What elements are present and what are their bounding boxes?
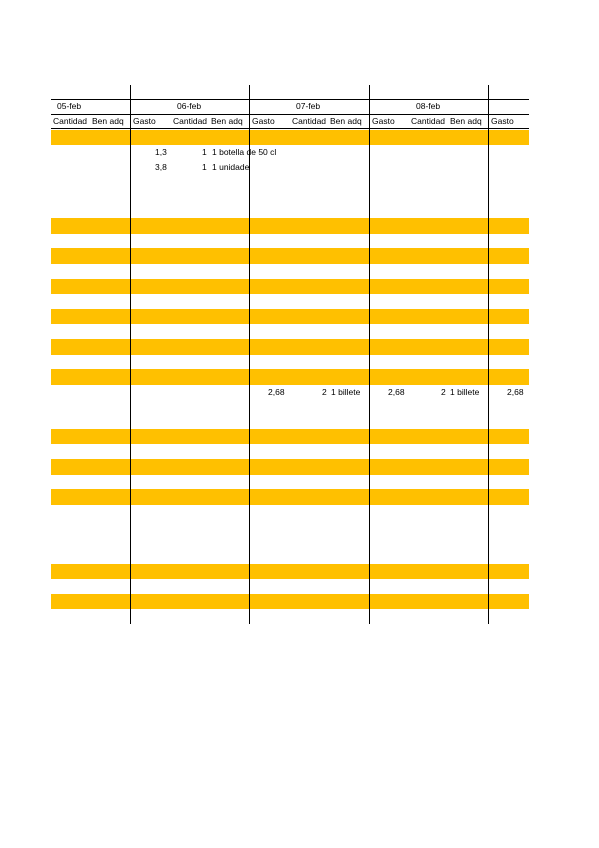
- cell-cantidad: 1: [202, 147, 207, 157]
- cell-bien: 1 botella de 50 cl: [212, 147, 277, 157]
- highlight-row: [51, 429, 529, 444]
- column-header-gasto: Gasto: [372, 116, 395, 126]
- column-header-cantidad: Cantidad: [173, 116, 208, 126]
- cell-cantidad: 2: [441, 387, 446, 397]
- highlight-row: [51, 218, 529, 234]
- column-header-cantidad: Cantidad: [292, 116, 327, 126]
- column-divider: [369, 85, 370, 624]
- column-header-bien: Ben adq: [450, 116, 482, 126]
- cell-cantidad: 2: [322, 387, 327, 397]
- header-bottom-border: [51, 128, 529, 129]
- highlight-row: [51, 459, 529, 475]
- column-header-bien: Ben adq: [211, 116, 243, 126]
- column-divider: [130, 85, 131, 624]
- header-mid-border: [51, 114, 529, 115]
- column-header-bien: Ben adq: [330, 116, 362, 126]
- highlight-row: [51, 279, 529, 294]
- date-header: 08-feb: [416, 101, 441, 111]
- column-header-gasto: Gasto: [491, 116, 514, 126]
- column-header-bien: Ben adq: [92, 116, 124, 126]
- highlight-row: [51, 309, 529, 324]
- highlight-row: [51, 248, 529, 264]
- highlight-row: [51, 130, 529, 145]
- highlight-row: [51, 594, 529, 609]
- highlight-row: [51, 489, 529, 505]
- cell-bien: 1 unidade: [212, 162, 250, 172]
- column-header-cantidad: Cantidad: [411, 116, 446, 126]
- cell-bien: 1 billete: [331, 387, 361, 397]
- column-divider: [488, 85, 489, 624]
- cell-gasto: 2,68: [388, 387, 405, 397]
- date-header: 06-feb: [177, 101, 202, 111]
- highlight-row: [51, 369, 529, 385]
- column-header-gasto: Gasto: [133, 116, 156, 126]
- header-top-border: [51, 99, 529, 100]
- date-header: 07-feb: [296, 101, 321, 111]
- column-header-cantidad: Cantidad: [53, 116, 88, 126]
- highlight-row: [51, 564, 529, 579]
- cell-gasto: 2,68: [268, 387, 285, 397]
- cell-cantidad: 1: [202, 162, 207, 172]
- cell-bien: 1 billete: [450, 387, 480, 397]
- highlight-row: [51, 339, 529, 355]
- cell-gasto: 2,68: [507, 387, 524, 397]
- date-header: 05-feb: [57, 101, 82, 111]
- column-header-gasto: Gasto: [252, 116, 275, 126]
- cell-gasto: 1,3: [155, 147, 167, 157]
- cell-gasto: 3,8: [155, 162, 167, 172]
